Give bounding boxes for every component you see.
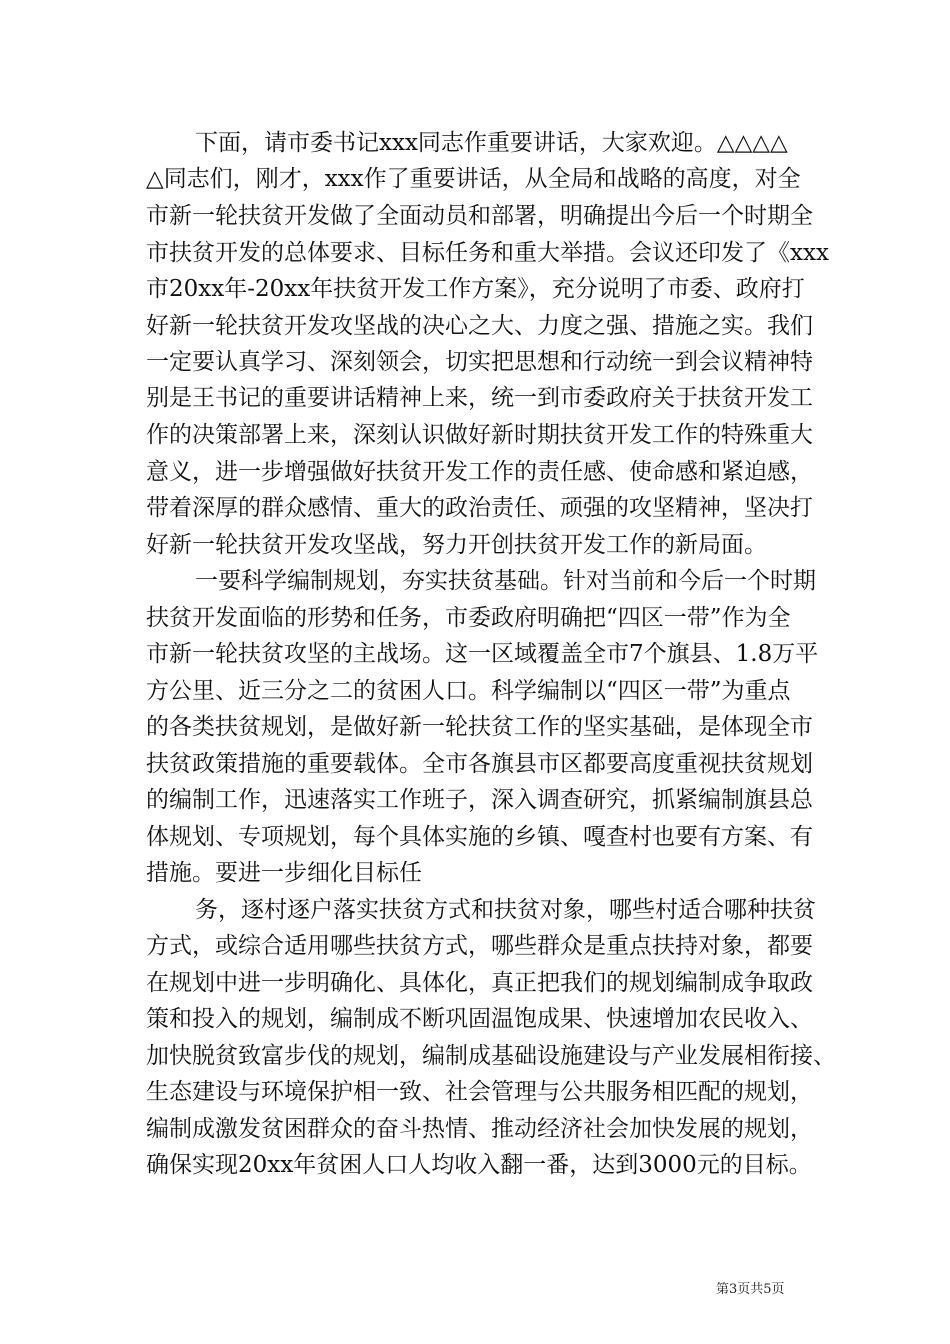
page-number: 第3页共5页 (716, 1282, 785, 1297)
paragraph-line: 体规划、专项规划，每个具体实施的乡镇、嘎查村也要有方案、有 (146, 824, 813, 850)
paragraph-line: 好新一轮扶贫开发攻坚战，努力开创扶贫开发工作的新局面。 (146, 532, 767, 558)
paragraph-line: 生态建设与环境保护相一致、社会管理与公共服务相匹配的规划， (146, 1079, 813, 1105)
paragraph-line: 扶贫政策措施的重要载体。全市各旗县市区都要高度重视扶贫规划 (146, 751, 813, 777)
paragraph-line: 一定要认真学习、深刻领会，切实把思想和行动统一到会议精神特 (146, 349, 813, 375)
paragraph-line: 的各类扶贫规划，是做好新一轮扶贫工作的坚实基础，是体现全市 (146, 714, 813, 740)
paragraph-line: 编制成激发贫困群众的奋斗热情、推动经济社会加快发展的规划， (146, 1116, 813, 1142)
paragraph-line: 策和投入的规划，编制成不断巩固温饱成果、快速增加农民收入、 (146, 1006, 813, 1032)
paragraph-line: 市新一轮扶贫攻坚的主战场。这一区域覆盖全市7个旗县、1.8万平 (146, 641, 819, 667)
paragraph-line: 作的决策部署上来，深刻认识做好新时期扶贫开发工作的特殊重大 (146, 422, 813, 448)
paragraph-line: 市扶贫开发的总体要求、目标任务和重大举措。会议还印发了《xxx (146, 240, 829, 266)
paragraph-line: 扶贫开发面临的形势和任务，市委政府明确把“四区一带”作为全 (146, 605, 791, 631)
paragraph-line: 带着深厚的群众感情、重大的政治责任、顽强的攻坚精神，坚决打 (146, 495, 813, 521)
paragraph-line: 下面，请市委书记xxx同志作重要讲话，大家欢迎。△△△△ (195, 130, 788, 156)
paragraph-line: 意义，进一步增强做好扶贫开发工作的责任感、使命感和紧迫感， (146, 459, 813, 485)
paragraph-line: 确保实现20xx年贫困人口人均收入翻一番，达到3000元的目标。 (146, 1152, 812, 1178)
paragraph-line: 方公里、近三分之二的贫困人口。科学编制以“四区一带”为重点 (146, 678, 791, 704)
paragraph-line: 一要科学编制规划，夯实扶贫基础。针对当前和今后一个时期 (195, 568, 816, 594)
paragraph-line: 措施。要进一步细化目标任 (146, 860, 422, 886)
paragraph-line: 市新一轮扶贫开发做了全面动员和部署，明确提出今后一个时期全 (146, 203, 813, 229)
paragraph-line: 市20xx年-20xx年扶贫开发工作方案》，充分说明了市委、政府打 (146, 276, 805, 302)
paragraph-line: 方式，或综合适用哪些扶贫方式，哪些群众是重点扶持对象，都要 (146, 933, 813, 959)
paragraph-line: 好新一轮扶贫开发攻坚战的决心之大、力度之强、措施之实。我们 (146, 313, 813, 339)
paragraph-line: 在规划中进一步明确化、具体化，真正把我们的规划编制成争取政 (146, 970, 813, 996)
paragraph-line: △同志们，刚才，xxx作了重要讲话，从全局和战略的高度，对全 (146, 166, 801, 192)
paragraph-line: 务，逐村逐户落实扶贫方式和扶贫对象，哪些村适合哪种扶贫 (195, 897, 816, 923)
paragraph-line: 别是王书记的重要讲话精神上来，统一到市委政府关于扶贫开发工 (146, 385, 813, 411)
paragraph-line: 加快脱贫致富步伐的规划，编制成基础设施建设与产业发展相衔接、 (146, 1043, 836, 1069)
paragraph-line: 的编制工作，迅速落实工作班子，深入调查研究，抓紧编制旗县总 (146, 787, 813, 813)
